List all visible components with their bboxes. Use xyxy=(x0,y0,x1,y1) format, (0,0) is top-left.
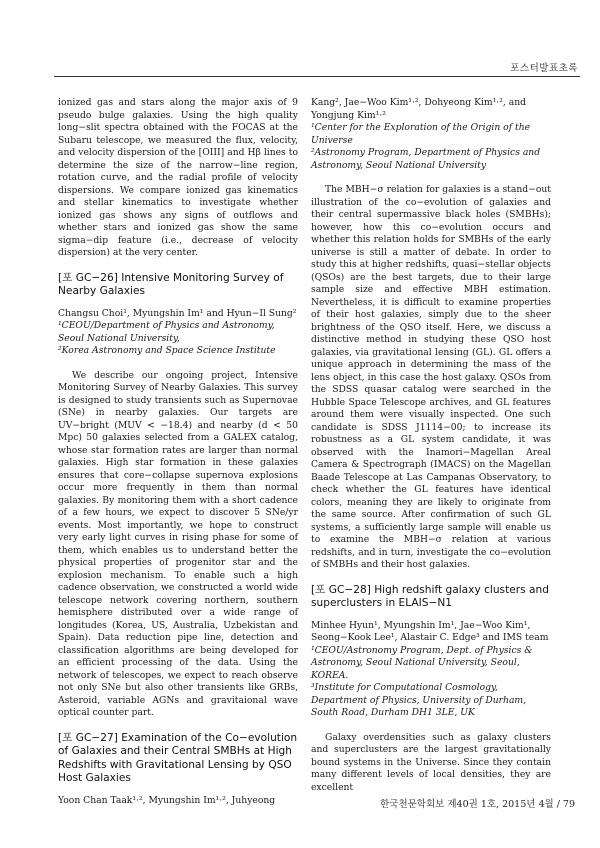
gc26-affiliation-2: ²Korea Astronomy and Space Science Institute xyxy=(58,345,276,356)
gc27-abstract: The MBH−σ relation for galaxies is a stand−out illustration of the co−evolution of galaxies and their central supermassive black holes (SMBHs); however, how this co−evolution occurs and whether this relation holds for SMBHs of the early universe is still a matter of debate. In order to study this at higher redshifts, quasi−stellar objects (QSOs) are the best targets, due to their large sample size and effective MBH estimation. Nevertheless, it is difficult to examine properties of their host galaxies, simply due to the sheer brightness of the QSO itself. Here, we discuss a distinctive method in studying these QSO host galaxies, via gravitational lensing (GL). GL offers a unique approach in determining the mass of the lens object, in this case the host galaxy. QSOs from the SDSS quasar catalog were searched in the Hubble Space Telescope archives, and GL features around them were visually inspected. One such candidate is SDSS J1114−00; to increase its robustness as a GL system candidate, it was observed with the Inamori−Magellan Areal Camera & Spectrograph (IMACS) on the Magellan Baade Telescope at Las Campanas Observatory, to check whether the GL features have identical colors, meaning they are likely to originate from the same source. After confirmation of such GL systems, a sufficiently large sample will enable us to examine the MBH−σ relation at various redshifts, and in turn, investigate the co−evolution of SMBHs and their host galaxies. xyxy=(311,184,551,570)
gc26-affiliation-1: ¹CEOU/Department of Physics and Astronomy, Seoul National University, xyxy=(58,320,275,344)
gc28-title: [포 GC−28] High redshift galaxy clusters and superclusters in ELAIS−N1 xyxy=(311,583,549,609)
gc27-title: [포 GC−27] Examination of the Co−evolution of Galaxies and their Central SMBHs at High Redshifts with Gravitational Lensing by QSO Host Galaxies xyxy=(58,731,298,784)
gc27-authors-continued: Kang², Jae−Woo Kim¹·², Dohyeong Kim¹·², and Yongjung Kim¹·² xyxy=(311,97,527,121)
gc28-abstract: Galaxy overdensities such as galaxy clusters and superclusters are the largest gravitationally bound systems in the Universe. Since they contain many different levels of local densities, they are excellent xyxy=(311,731,551,793)
page-footer: 한국천문학회보 제40권 1호, 2015년 4월 / 79 xyxy=(380,799,575,810)
gc26-authors: Changsu Choi¹, Myungshin Im¹ and Hyun−Il Sung² xyxy=(58,307,297,319)
gc28-affiliation-2: ³Institute for Computational Cosmology, Department of Physics, University of Durham, South Road, Durham DH1 3LE, UK xyxy=(311,682,527,718)
gc28-affiliation-1: ¹CEOU/Astronomy Program, Dept. of Physics & Astronomy, Seoul National University, Seoul, KOREA. xyxy=(311,644,533,681)
left-column xyxy=(58,97,298,807)
right-column xyxy=(311,97,551,794)
gc27-authors: Yoon Chan Taak¹·², Myungshin Im¹·², Juhyeong xyxy=(58,794,276,806)
gc28-authors: Minhee Hyun¹, Myungshin Im¹, Jae−Woo Kim¹, Seong−Kook Lee¹, Alastair C. Edge³ and IMS team xyxy=(311,619,549,643)
page-header xyxy=(0,0,600,78)
gc27-affiliation-2: ²Astronomy Program, Department of Physics and Astronomy, Seoul National University xyxy=(311,147,541,171)
gc26-title: [포 GC−26] Intensive Monitoring Survey of Nearby Galaxies xyxy=(58,271,284,297)
gc27-affiliation-1: ¹Center for the Exploration of the Origin of the Universe xyxy=(311,122,531,146)
header-rule xyxy=(54,76,580,77)
section-label: 포스터발표초록 xyxy=(510,63,578,74)
intro-paragraph: ionized gas and stars along the major axis of 9 pseudo bulge galaxies. Using the high quality long−slit spectra obtained with the FOCAS at the Subaru telescope, we measured the flux, velocity, and velocity dispersion of the [OIII] and Hβ lines to determine the size of the narrow−line region, rotation curve, and the radial profile of velocity dispersions. We compare ionized gas kinematics and stellar kinematics to investigate whether ionized gas shows any signs of outflows and whether stars and ionized gas show the same sigma−dip feature (i.e., decrease of velocity dispersion) at the very center. xyxy=(58,97,298,258)
gc26-abstract: We describe our ongoing project, Intensive Monitoring Survey of Nearby Galaxies. This survey is designed to study transients such as Supernovae (SNe) in nearby galaxies. Our targets are UV−bright (MUV < −18.4) and nearby (d < 50 Mpc) 50 galaxies selected from a GALEX catalog, whose star formation rates are larger than normal galaxies. High star formation in these galaxies ensures that core−collapse supernova explosions occur more frequently in them than normal galaxies. By monitoring them with a short cadence of a few hours, we expect to discover 5 SNe/yr events. Most importantly, we hope to construct very early light curves in rising phase for some of them, which enables us to understand better the physical properties of progenitor star and the explosion mechanism. To enable such a high cadence observation, we constructed a world wide telescope network covering northern, southern hemisphere distributed over a wide range of longitudes (Korea, US, Australia, Uzbekistan and Spain). Data reduction pipe line, detection and classification algorithms are being developed for an efficient processing of the data. Using the network of telescopes, we expect to reach observe not only SNe but also other transients like GRBs, Asteroid, variable AGNs and gravitaional wave optical counter part. xyxy=(58,369,298,718)
